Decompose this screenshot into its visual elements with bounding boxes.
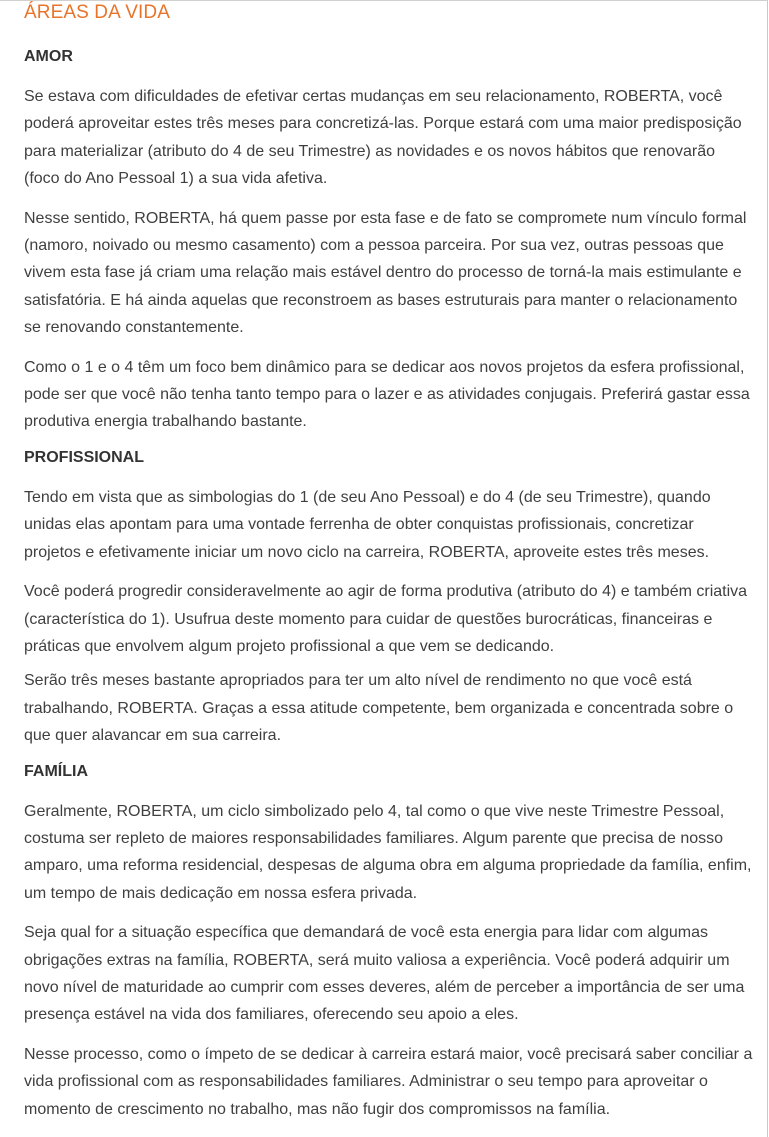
paragraph-amor-3: Como o 1 e o 4 têm um foco bem dinâmico para se dedicar aos novos projetos da esfera profissional, pode ser que você não tenha tanto tempo para o lazer e as atividades conjugais. Preferirá gastar essa produtiva energia trabalhando bastante. — [24, 358, 750, 431]
heading-profissional: PROFISSIONAL — [24, 448, 145, 466]
paragraph-familia-2: Seja qual for a situação específica que demandará de você esta energia para lidar com algumas obrigações extras na família, ROBERTA, será muito valiosa a experiência. Você poderá adquirir um novo nível de maturidade ao cumprir com esses deveres, além de perceber a importância de ser uma presença estável na vida dos familiares, oferecendo seu apoio a eles. — [24, 924, 745, 1024]
paragraph-profissional-3: Serão três meses bastante apropriados para ter um alto nível de rendimento no que você está trabalhando, ROBERTA. Graças a essa atitude competente, bem organizada e concentrada sobre o que quer alavancar em sua carreira. — [24, 672, 734, 745]
top-divider — [0, 0, 768, 1]
paragraph-amor-2: Nesse sentido, ROBERTA, há quem passe por esta fase e de fato se compromete num vínculo formal (namoro, noivado ou mesmo casamento) com a pessoa parceira. Por sua vez, outras pessoas que vivem esta fase já criam uma relação mais estável dentro do processo de torná-la mais estimulante e satisfatória. E há ainda aquelas que reconstroem as bases estruturais para manter o relacionamento se renovando constantemente. — [24, 209, 747, 337]
heading-familia: FAMÍLIA — [24, 762, 88, 780]
paragraph-amor-1: Se estava com dificuldades de efetivar certas mudanças em seu relacionamento, ROBERTA, você poderá aproveitar estes três meses para concretizá-las. Porque estará com uma maior predisposição para materializar (atributo do 4 de seu Trimestre) as novidades e os novos hábitos que renovarão (foco do Ano Pessoal 1) a sua vida afetiva. — [24, 88, 742, 188]
section-title: ÁREAS DA VIDA — [24, 2, 170, 23]
heading-amor: AMOR — [24, 48, 73, 65]
paragraph-familia-1: Geralmente, ROBERTA, um ciclo simbolizado pelo 4, tal como o que vive neste Trimestre Pessoal, costuma ser repleto de maiores responsabilidades familiares. Algum parente que precisa de nosso amparo, uma reforma residencial, despesas de alguma obra em alguma propriedade da família, enfim, um tempo de mais dedicação em nossa esfera privada. — [24, 802, 752, 902]
paragraph-profissional-2: Você poderá progredir consideravelmente ao agir de forma produtiva (atributo do 4) e também criativa (característica do 1). Usufrua deste momento para cuidar de questões burocráticas, financeiras e práticas que envolvem algum projeto profissional a que vem se dedicando. — [24, 583, 748, 655]
article-content — [24, 2, 754, 1123]
paragraph-profissional-1: Tendo em vista que as simbologias do 1 (de seu Ano Pessoal) e do 4 (de seu Trimestre), quando unidas elas apontam para uma vontade ferrenha de obter conquistas profissionais, concretizar projetos e efetivamente iniciar um novo ciclo na carreira, ROBERTA, aproveite estes três meses. — [24, 488, 711, 561]
paragraph-familia-3: Nesse processo, como o ímpeto de se dedicar à carreira estará maior, você precisará saber conciliar a vida profissional com as responsabilidades familiares. Administrar o seu tempo para aproveitar o momento de crescimento no trabalho, mas não fugir dos compromissos na família. — [24, 1045, 753, 1118]
